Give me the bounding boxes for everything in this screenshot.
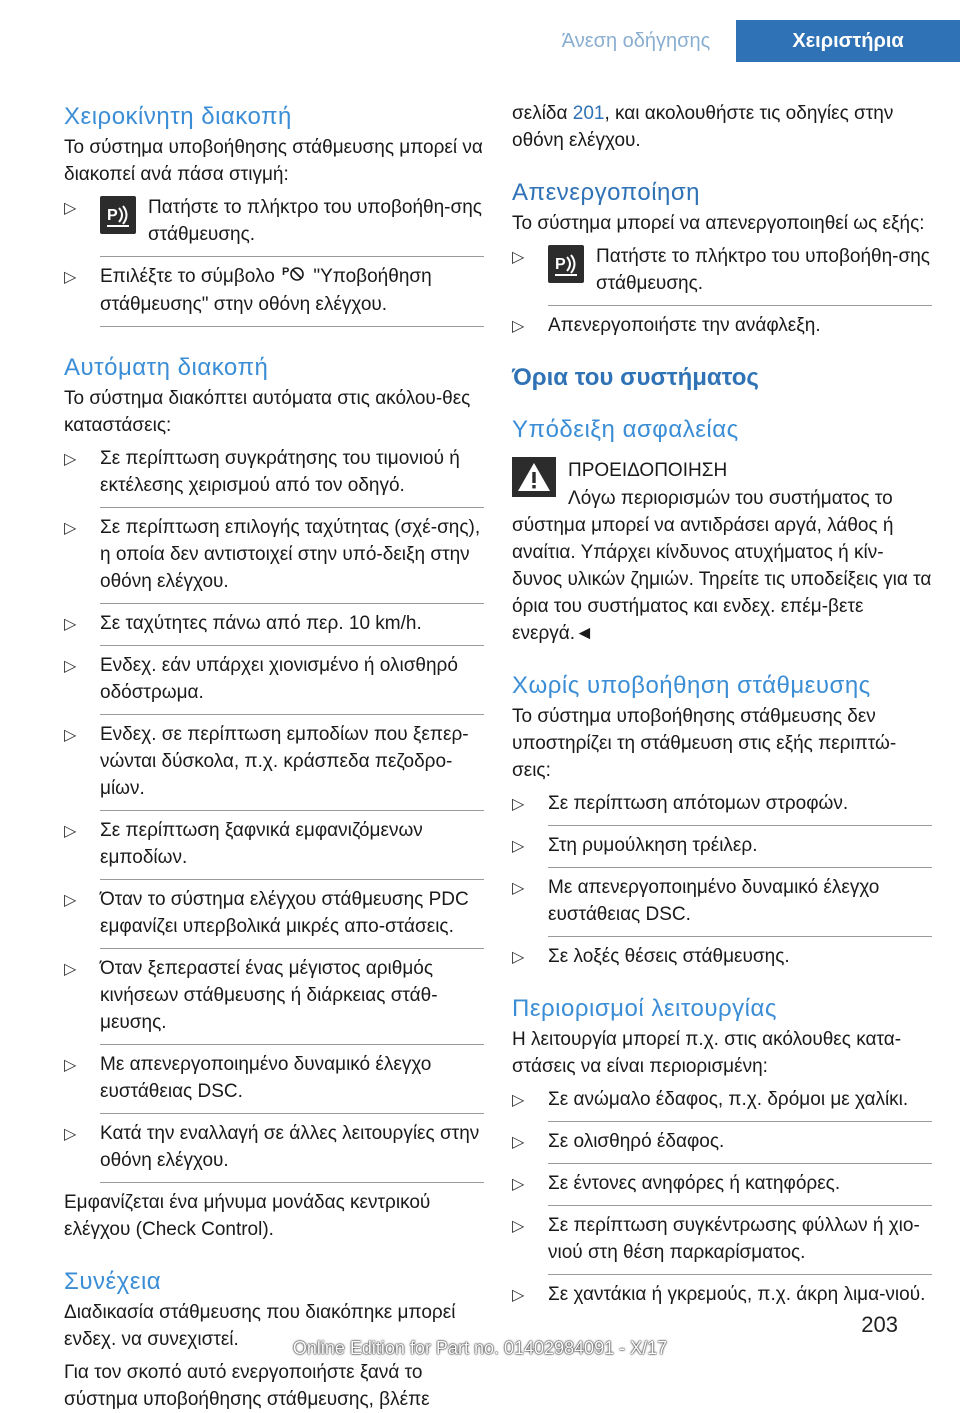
manual-stop-list (64, 194, 484, 327)
bullet-icon: ▷ (64, 1057, 77, 1074)
divider (100, 810, 484, 811)
chapter-tab[interactable]: Χειριστήρια (736, 20, 960, 62)
divider (548, 825, 932, 826)
bullet-icon: ▷ (64, 823, 77, 840)
divider (548, 1205, 932, 1206)
parking-assist-button-icon (548, 245, 584, 283)
divider (100, 326, 484, 327)
auto-stop-text: Το σύστημα διακόπτει αυτόματα στις ακόλου-θες καταστάσεις: (64, 388, 471, 436)
warning-label: ΠΡΟΕΙΔΟΠΟΙΗΣΗ (568, 460, 728, 481)
warning-triangle-icon (512, 457, 556, 497)
list-item-text: Κατά την εναλλαγή σε άλλες λειτουργίες στην οθόνη ελέγχου. (100, 1123, 480, 1171)
svg-text:P: P (282, 266, 290, 278)
list-item-text: Όταν ξεπεραστεί ένας μέγιστος αριθμός κινήσεων στάθμευσης ή διάρκειας στάθ-μευσης. (100, 958, 438, 1033)
bullet-icon: ▷ (64, 269, 77, 286)
divider (548, 305, 932, 306)
list-item-text: Σε χαντάκια ή γκρεμούς, π.χ. άκρη λιμα-νιού. (548, 1284, 926, 1305)
auto-stop-list (64, 445, 484, 1183)
deactivate-list (512, 243, 932, 339)
list-item-text: Πατήστε το πλήκτρο του υποβοήθη-σης στάθμευσης. (148, 197, 482, 245)
list-item-text: Απενεργοποιήστε την ανάφλεξη. (548, 315, 821, 336)
deactivate-text: Το σύστημα μπορεί να απενεργοποιηθεί ως εξής: (512, 213, 925, 234)
list-item (512, 243, 932, 306)
list-item (64, 1051, 484, 1114)
list-item-text: Σε περίπτωση επιλογής ταχύτητας (σχέ-σης), η οποία δεν αντιστοιχεί στην υπό-δειξη στην οθόνη ελέγχου. (100, 517, 481, 592)
bullet-icon: ▷ (64, 727, 77, 744)
list-item (512, 312, 932, 339)
list-item (512, 1086, 932, 1122)
list-item-text: Σε λοξές θέσεις στάθμευσης. (548, 946, 790, 967)
svg-text:P: P (555, 256, 566, 273)
divider (100, 603, 484, 604)
continue-text: Διαδικασία στάθμευσης που διακόπηκε μπορεί ενδεχ. να συνεχιστεί. (64, 1302, 456, 1350)
bullet-icon: ▷ (64, 200, 77, 217)
divider (100, 645, 484, 646)
bullet-icon: ▷ (64, 451, 77, 468)
bullet-icon: ▷ (512, 249, 525, 266)
divider (100, 507, 484, 508)
edition-footer: Online Edition for Part no. 01402984091 - X/17 (292, 1338, 668, 1358)
bullet-icon: ▷ (512, 318, 525, 335)
divider (100, 1113, 484, 1114)
page-ref-link[interactable]: 201 (572, 103, 605, 124)
list-item-text: Σε ανώμαλο έδαφος, π.χ. δρόμοι με χαλίκι. (548, 1089, 909, 1110)
page-number: 203 (861, 1312, 898, 1337)
bullet-icon: ▷ (512, 1218, 525, 1235)
list-item (64, 514, 484, 604)
list-item-text: Όταν το σύστημα ελέγχου στάθμευσης PDC εμφανίζει υπερβολικά μικρές απο-στάσεις. (100, 889, 469, 937)
divider (100, 948, 484, 949)
bullet-icon: ▷ (64, 1126, 77, 1143)
manual-stop-heading: Χειροκίνητη διακοπή (64, 103, 292, 130)
right-column (512, 100, 932, 1308)
list-item (512, 1212, 932, 1275)
list-item (64, 194, 484, 257)
list-item (512, 1128, 932, 1164)
list-item (512, 1170, 932, 1206)
page-ref-prefix: σελίδα (512, 103, 568, 124)
list-item (512, 790, 932, 826)
list-item-text: Στη ρυμούλκηση τρέιλερ. (548, 835, 758, 856)
continue-instructions: Για τον σκοπό αυτό ενεργοποιήστε ξανά το σύστημα υποβοήθησης στάθμευσης, βλέπε (64, 1362, 430, 1410)
left-column (64, 100, 484, 1413)
bullet-icon: ▷ (64, 961, 77, 978)
list-item-text: Με απενεργοποιημένο δυναμικό έλεγχο ευστάθειας DSC. (100, 1054, 432, 1102)
list-item-text: Σε έντονες ανηφόρες ή κατηφόρες. (548, 1173, 841, 1194)
continue-heading: Συνέχεια (64, 1268, 162, 1295)
list-item (64, 955, 484, 1045)
bullet-icon: ▷ (512, 880, 525, 897)
list-item (64, 721, 484, 811)
parking-assist-button-icon (100, 196, 136, 234)
page-ref-suffix: , και ακολουθήστε τις οδηγίες στην οθόνη ελέγχου. (512, 103, 894, 151)
list-item (64, 610, 484, 646)
list-item (64, 1120, 484, 1183)
bullet-icon: ▷ (64, 616, 77, 633)
list-item-text: Επιλέξτε το σύμβολο (100, 266, 275, 288)
list-item (64, 445, 484, 508)
divider (548, 1274, 932, 1275)
list-item-text: Σε περίπτωση συγκράτησης του τιμονιού ή εκτέλεσης χειρισμού από τον οδηγό. (100, 448, 460, 496)
list-item-text: Σε ταχύτητες πάνω από περ. 10 km/h. (100, 613, 422, 634)
list-item-text: Ενδεχ. σε περίπτωση εμποδίων που ξεπερ-νώνται δύσκολα, π.χ. κράσπεδα πεζοδρο-μίων. (100, 724, 469, 799)
restrictions-heading: Περιορισμοί λειτουργίας (512, 995, 777, 1022)
divider (548, 1163, 932, 1164)
bullet-icon: ▷ (512, 796, 525, 813)
deactivate-heading: Απενεργοποίηση (512, 179, 701, 206)
list-item-text: "Υποβοήθηση στάθμευσης" στην οθόνη ελέγχου. (100, 266, 432, 315)
list-item-text: Σε περίπτωση συγκέντρωσης φύλλων ή χιο-νιού στη θέση παρκαρίσματος. (548, 1215, 920, 1263)
without-assist-heading: Χωρίς υποβοήθηση στάθμευσης (512, 672, 871, 699)
divider (100, 714, 484, 715)
check-control-text: Εμφανίζεται ένα μήνυμα μονάδας κεντρικού ελέγχου (Check Control). (64, 1192, 431, 1240)
without-assist-list (512, 790, 932, 970)
bullet-icon: ▷ (512, 949, 525, 966)
auto-stop-heading: Αυτόματη διακοπή (64, 354, 269, 381)
divider (100, 1182, 484, 1183)
system-limits-heading: Όρια του συστήματος (512, 364, 759, 391)
divider (548, 1121, 932, 1122)
manual-stop-text: Το σύστημα υποβοήθησης στάθμευσης μπορεί να διακοπεί ανά πάσα στιγμή: (64, 137, 483, 185)
divider (548, 936, 932, 937)
bullet-icon: ▷ (512, 838, 525, 855)
list-item-text: Σε περίπτωση απότομων στροφών. (548, 793, 849, 814)
list-item-text: Ενδεχ. εάν υπάρχει χιονισμένο ή ολισθηρό οδόστρωμα. (100, 655, 458, 703)
list-item (64, 652, 484, 715)
list-item (64, 886, 484, 949)
warning-text: Λόγω περιορισμών του συστήματος το σύστημα μπορεί να αντιδράσει αργά, λάθος ή αναίτια. Υπάρχει κίνδυνος ατυχήματος ή κίν-δυνος υλικών ζημιών. Τηρείτε τις υποδείξεις για τα όρια του συστήματος και ενδεχ. επέμ-βετε ενεργά.◄ (512, 488, 932, 644)
list-item (512, 943, 932, 970)
bullet-icon: ▷ (512, 1092, 525, 1109)
continue-instructions-cont (512, 100, 932, 154)
page-header (536, 20, 960, 62)
bullet-icon: ▷ (64, 520, 77, 537)
list-item (64, 263, 484, 327)
list-item-text: Σε περίπτωση ξαφνικά εμφανιζόμενων εμποδίων. (100, 820, 423, 868)
list-item-text: Με απενεργοποιημένο δυναμικό έλεγχο ευστάθειας DSC. (548, 877, 880, 925)
list-item (512, 832, 932, 868)
bullet-icon: ▷ (64, 658, 77, 675)
list-item (512, 1281, 932, 1308)
divider (100, 1044, 484, 1045)
bullet-icon: ▷ (512, 1176, 525, 1193)
list-item-text: Πατήστε το πλήκτρο του υποβοήθη-σης στάθμευσης. (596, 246, 930, 294)
restrictions-text: Η λειτουργία μπορεί π.χ. στις ακόλουθες κατα-στάσεις να είναι περιορισμένη: (512, 1029, 902, 1077)
without-assist-text: Το σύστημα υποβοήθησης στάθμευσης δεν υποστηρίζει τη στάθμευση στις εξής περιπτώ-σεις: (512, 706, 897, 781)
svg-text:P: P (107, 207, 118, 224)
bullet-icon: ▷ (512, 1134, 525, 1151)
divider (100, 879, 484, 880)
section-tab[interactable]: Άνεση οδήγησης (536, 20, 736, 62)
restrictions-list (512, 1086, 932, 1308)
list-item (512, 874, 932, 937)
list-item-text: Σε ολισθηρό έδαφος. (548, 1131, 725, 1152)
parking-assist-symbol-icon (280, 263, 308, 291)
divider (100, 256, 484, 257)
divider (548, 867, 932, 868)
safety-note-heading: Υπόδειξη ασφαλείας (512, 416, 739, 443)
bullet-icon: ▷ (64, 892, 77, 909)
list-item (64, 817, 484, 880)
bullet-icon: ▷ (512, 1287, 525, 1304)
